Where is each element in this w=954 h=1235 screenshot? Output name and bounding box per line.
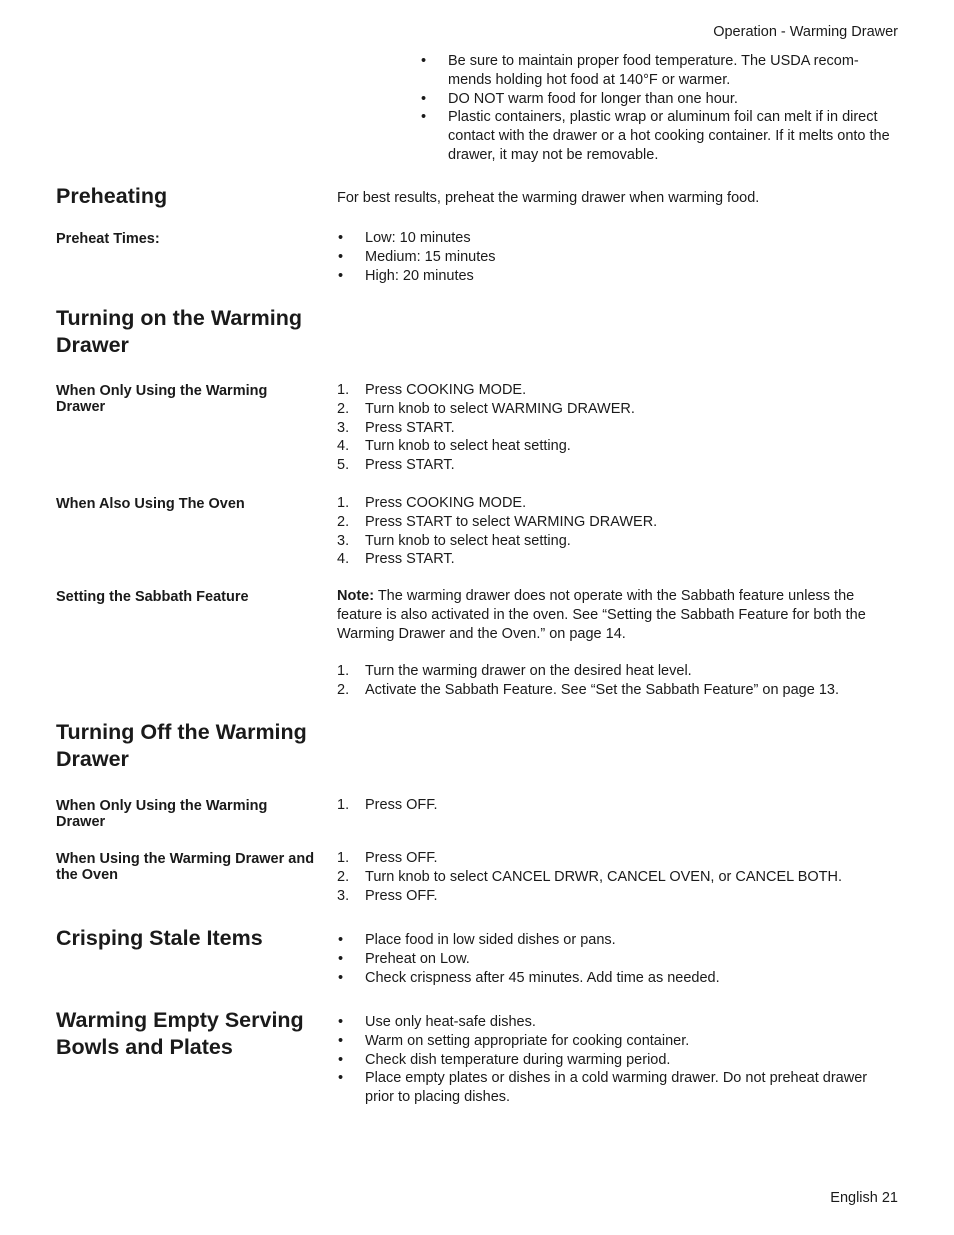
heading-turning-on: Turning on the Warming Drawer (56, 306, 303, 357)
list-item: 4. Turn knob to select heat setting. (337, 438, 571, 455)
list-item: • Place empty plates or dishes in a cold warming drawer. Do not preheat drawer prior to placing dishes. (338, 1070, 868, 1106)
turning-off-only-label: When Only Using the Warming Drawer (56, 798, 268, 830)
bullet-icon: • (338, 1051, 344, 1068)
list-item: • Be sure to maintain proper food temperature. The USDA recom-mends holding hot food at 140°F or warmer. (421, 53, 859, 88)
turning-on-only-steps (337, 381, 899, 475)
bullet-icon: • (338, 932, 344, 948)
list-item: 4. Press START. (337, 551, 455, 568)
list-item: • Check dish temperature during warming period. (338, 1051, 671, 1068)
list-item: 3. Press OFF. (337, 887, 438, 904)
list-item: 2. Turn knob to select CANCEL DRWR, CANCEL OVEN, or CANCEL BOTH. (337, 868, 843, 885)
bullet-icon: • (338, 230, 344, 246)
page-footer: English 21 (830, 1190, 898, 1206)
bullet-icon: • (338, 248, 344, 265)
bullet-icon: • (421, 109, 427, 126)
bullet-icon: • (421, 53, 427, 69)
list-item: • Check crispness after 45 minutes. Add time as needed. (338, 969, 720, 986)
heading-crisping: Crisping Stale Items (56, 926, 263, 950)
preheat-times-label: Preheat Times: (56, 231, 160, 247)
preheating-text: For best results, preheat the warming drawer when warming food. (337, 190, 760, 206)
list-item: • High: 20 minutes (338, 267, 474, 284)
list-item: • Preheat on Low. (338, 950, 470, 967)
turning-off-both-steps (337, 849, 899, 905)
bullet-icon: • (421, 90, 427, 107)
list-item: 1. Press OFF. (337, 797, 438, 813)
list-item: • DO NOT warm food for longer than one hour. (421, 90, 738, 107)
note-text: The warming drawer does not operate with the Sabbath feature unless the feature is also activated in the oven. See “Setting the Sabbath Feature for both the Warming Drawer and the Oven.” on page 14. (337, 588, 866, 642)
list-item: • Medium: 15 minutes (338, 248, 496, 265)
list-item: 1. Press COOKING MODE. (337, 382, 527, 398)
list-item: 3. Turn knob to select heat setting. (337, 532, 571, 549)
list-item: 1. Press OFF. (337, 850, 438, 866)
sabbath-steps (337, 662, 899, 700)
turning-on-only-label: When Only Using the Warming Drawer (56, 383, 268, 415)
list-item: 3. Press START. (337, 419, 455, 436)
list-item: 2. Turn knob to select WARMING DRAWER. (337, 400, 635, 417)
list-item: 1. Turn the warming drawer on the desired heat level. (337, 663, 692, 679)
bullet-icon: • (338, 969, 344, 986)
crisping-list (337, 931, 899, 987)
heading-turning-off: Turning Off the Warming Drawer (56, 720, 307, 771)
list-item: • Use only heat-safe dishes. (338, 1014, 536, 1030)
bullet-icon: • (338, 950, 344, 967)
turning-on-also-label: When Also Using The Oven (56, 496, 245, 512)
page-header: Operation - Warming Drawer (713, 24, 898, 40)
preheat-times-list (337, 229, 899, 285)
list-item: • Place food in low sided dishes or pans. (338, 932, 616, 948)
list-item: • Warm on setting appropriate for cooking container. (338, 1032, 690, 1049)
list-item: 2. Press START to select WARMING DRAWER. (337, 513, 658, 530)
bullet-icon: • (338, 1014, 344, 1030)
list-item: • Plastic containers, plastic wrap or aluminum foil can melt if in direct contact with the drawer or a hot cooking container. If it melts onto the drawer, it may not be removable. (421, 109, 890, 163)
sabbath-label: Setting the Sabbath Feature (56, 589, 249, 605)
list-item: • Low: 10 minutes (338, 230, 471, 246)
warming-empty-list (337, 1013, 899, 1107)
heading-warming-empty: Warming Empty Serving Bowls and Plates (56, 1008, 304, 1059)
list-item: 5. Press START. (337, 457, 455, 474)
top-bullet-list (420, 52, 898, 165)
note-label: Note: (337, 588, 375, 604)
bullet-icon: • (338, 1032, 344, 1049)
bullet-icon: • (338, 1070, 344, 1087)
turning-on-also-steps (337, 494, 899, 569)
list-item: 2. Activate the Sabbath Feature. See “Set the Sabbath Feature” on page 13. (337, 681, 839, 698)
bullet-icon: • (338, 267, 344, 284)
turning-off-both-label: When Using the Warming Drawer and the Oven (56, 851, 315, 883)
sabbath-note (337, 587, 899, 643)
heading-preheating: Preheating (56, 184, 168, 208)
turning-off-only-steps (337, 796, 899, 815)
list-item: 1. Press COOKING MODE. (337, 495, 527, 511)
